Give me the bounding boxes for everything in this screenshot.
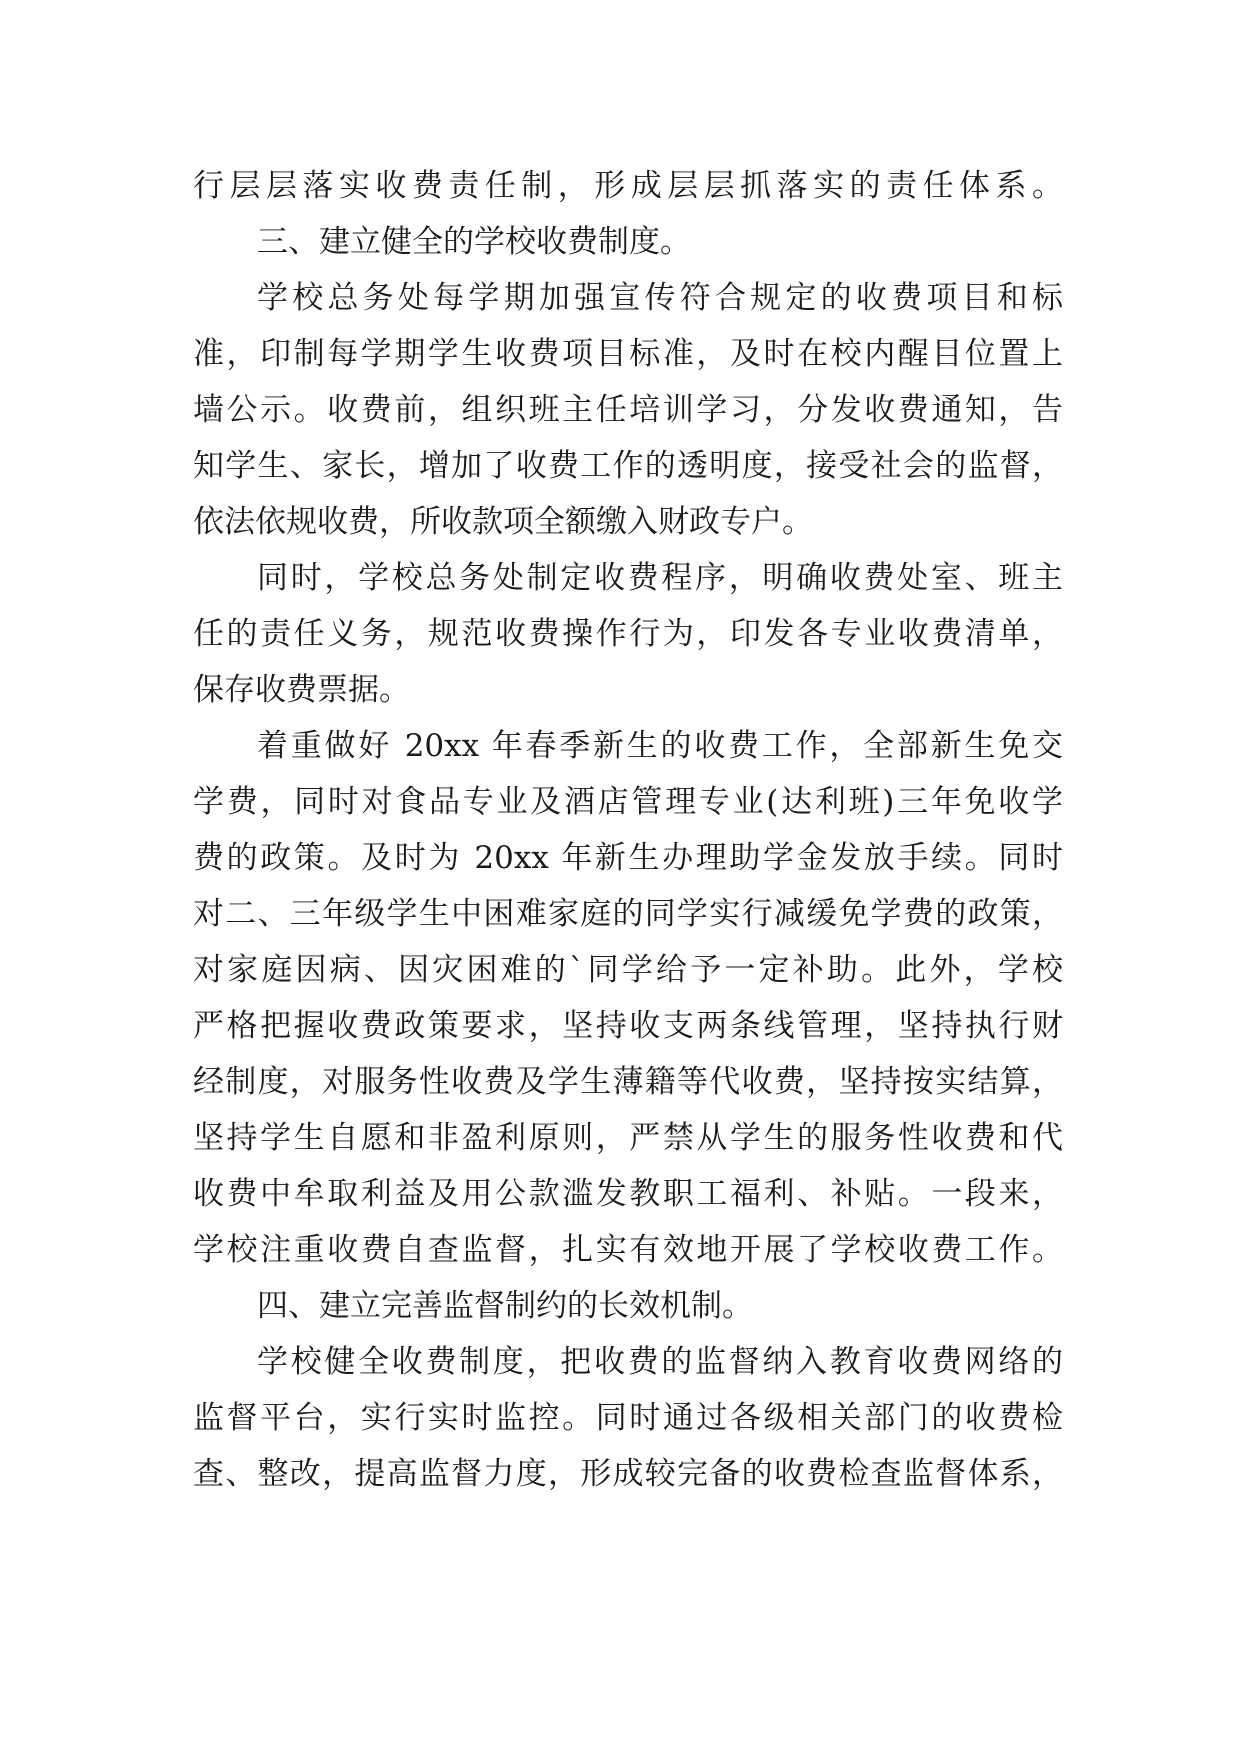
text-line: 学校健全收费制度，把收费的监督纳入教育收费网络的 [257, 1344, 1063, 1380]
text-line: 墙公示。收费前，组织班主任培训学习，分发收费通知，告 [193, 392, 1063, 428]
text-line: 行层层落实收费责任制，形成层层抓落实的责任体系。 [193, 168, 1063, 204]
text-line: 依法依规收费，所收款项全额缴入财政专户。 [193, 504, 813, 540]
text-line: 学费，同时对食品专业及酒店管理专业(达利班)三年免收学 [193, 784, 1063, 820]
text-line: 监督平台，实行实时监控。同时通过各级相关部门的收费检 [193, 1400, 1063, 1436]
text-line: 知学生、家长，增加了收费工作的透明度，接受社会的监督， [193, 448, 1063, 484]
text-line: 收费中牟取利益及用公款滥发教职工福利、补贴。一段来， [193, 1176, 1063, 1212]
text-line: 保存收费票据。 [193, 672, 410, 708]
text-line: 查、整改，提高监督力度，形成较完备的收费检查监督体系， [193, 1456, 1063, 1492]
section-heading: 四、建立完善监督制约的长效机制。 [257, 1288, 753, 1324]
text-line: 学校总务处每学期加强宣传符合规定的收费项目和标 [257, 280, 1063, 316]
text-line: 经制度，对服务性收费及学生薄籍等代收费，坚持按实结算， [193, 1064, 1063, 1100]
text-line: 费的政策。及时为 20xx 年新生办理助学金发放手续。同时 [193, 840, 1063, 876]
text-line: 准，印制每学期学生收费项目标准，及时在校内醒目位置上 [193, 336, 1063, 372]
section-heading: 三、建立健全的学校收费制度。 [257, 224, 691, 260]
text-line: 坚持学生自愿和非盈利原则，严禁从学生的服务性收费和代 [193, 1120, 1063, 1156]
text-line: 任的责任义务，规范收费操作行为，印发各专业收费清单， [193, 616, 1063, 652]
text-line: 严格把握收费政策要求，坚持收支两条线管理，坚持执行财 [193, 1008, 1063, 1044]
text-line: 对二、三年级学生中困难家庭的同学实行减缓免学费的政策， [193, 896, 1063, 932]
text-line: 学校注重收费自查监督，扎实有效地开展了学校收费工作。 [193, 1232, 1063, 1268]
text-line: 对家庭因病、因灾困难的`同学给予一定补助。此外，学校 [193, 952, 1063, 988]
text-line: 着重做好 20xx 年春季新生的收费工作，全部新生免交 [257, 728, 1063, 764]
text-line: 同时，学校总务处制定收费程序，明确收费处室、班主 [257, 560, 1063, 596]
